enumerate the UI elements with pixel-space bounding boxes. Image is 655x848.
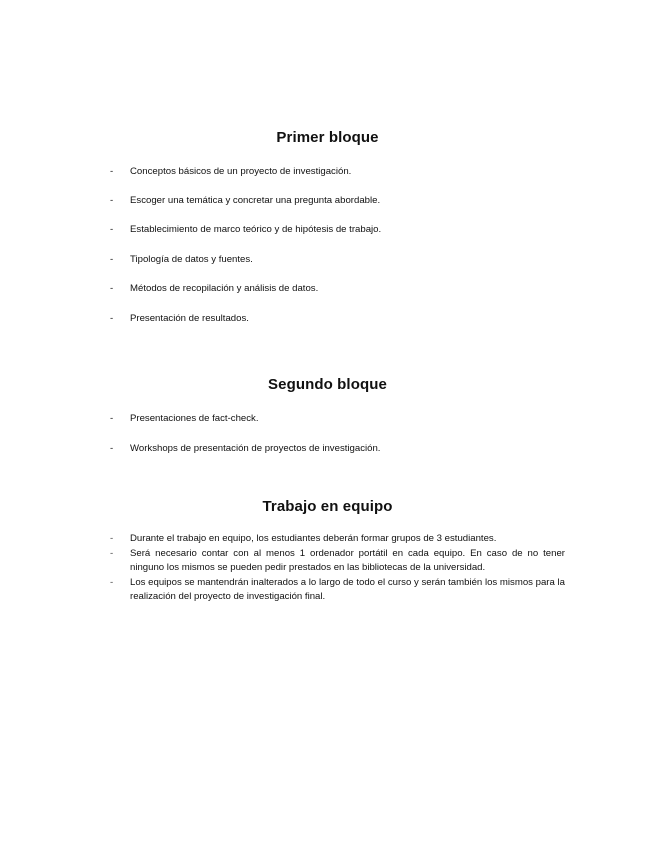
list-item-text: Presentación de resultados. — [130, 313, 249, 324]
bullet-dash: - — [110, 224, 114, 235]
list-item-text: Tipología de datos y fuentes. — [130, 254, 253, 265]
bullet-dash: - — [110, 283, 114, 294]
list-item — [0, 532, 655, 547]
bullet-dash: - — [110, 576, 114, 588]
trabajo-en-equipo-list — [0, 532, 655, 605]
bullet-dash: - — [110, 166, 114, 177]
section-title-primer-bloque: Primer bloque — [276, 129, 379, 146]
bullet-dash: - — [110, 547, 114, 559]
bullet-dash: - — [110, 413, 114, 424]
list-item-text: Los equipos se mantendrán inalterados a lo largo de todo el curso y serán también los mismos para la realización del proyecto de investigación final. — [130, 576, 565, 603]
bullet-dash: - — [110, 195, 114, 206]
list-item-text: Será necesario contar con al menos 1 ordenador portátil en cada equipo. En caso de no tener ninguno los mismos se pueden pedir prestados en las bibliotecas de la universidad. — [130, 547, 565, 574]
list-item-text: Durante el trabajo en equipo, los estudiantes deberán formar grupos de 3 estudiantes. — [130, 533, 497, 544]
list-item-text: Presentaciones de fact-check. — [130, 413, 259, 424]
list-item-text: Conceptos básicos de un proyecto de investigación. — [130, 166, 352, 177]
list-item-text: Escoger una temática y concretar una pregunta abordable. — [130, 195, 381, 206]
section-title-segundo-bloque: Segundo bloque — [268, 376, 387, 393]
list-item-text: Workshops de presentación de proyectos de investigación. — [130, 443, 381, 454]
list-item — [0, 576, 655, 605]
list-item-text: Establecimiento de marco teórico y de hipótesis de trabajo. — [130, 224, 382, 235]
bullet-dash: - — [110, 254, 114, 265]
bullet-dash: - — [110, 443, 114, 454]
section-title-trabajo-en-equipo: Trabajo en equipo — [262, 498, 393, 515]
list-item-text: Métodos de recopilación y análisis de datos. — [130, 283, 319, 294]
list-item — [0, 547, 655, 576]
bullet-dash: - — [110, 313, 114, 324]
bullet-dash: - — [110, 533, 114, 544]
